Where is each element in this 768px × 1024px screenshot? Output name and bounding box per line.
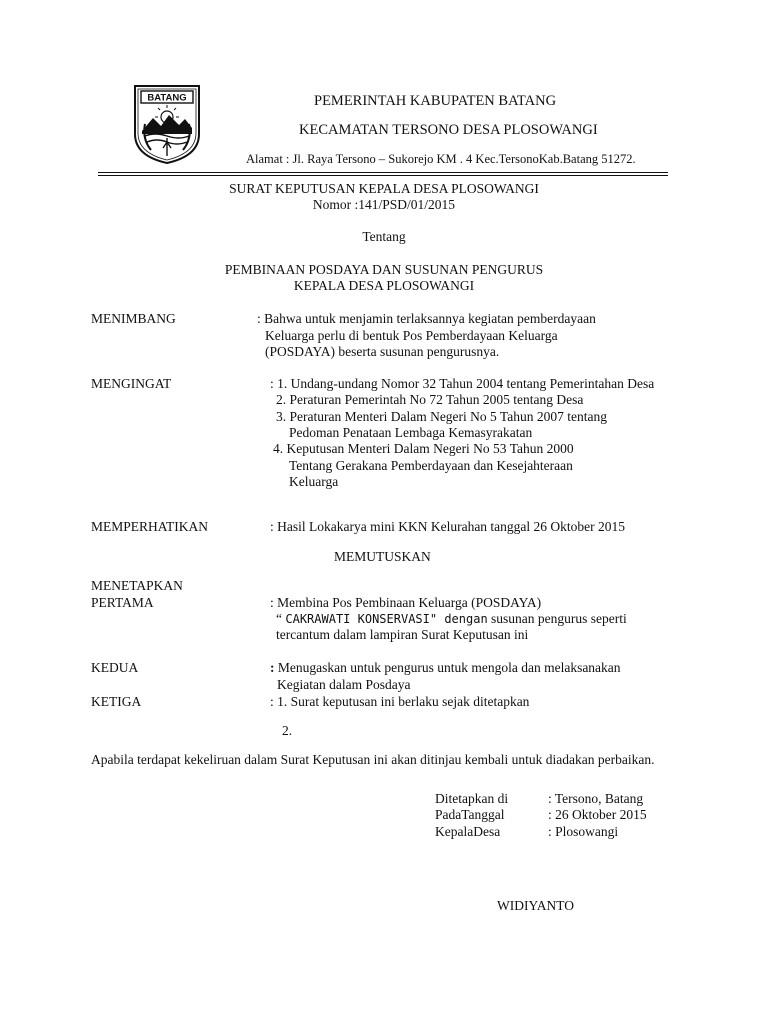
menimbang-line: (POSDAYA) beserta susunan pengurusnya. <box>265 344 500 359</box>
menetapkan-label: MENETAPKAN <box>91 578 183 593</box>
kedua-line: Kegiatan dalam Posdaya <box>277 677 411 692</box>
pertama-quote: “ <box>276 611 286 626</box>
mengingat-line: 4. Keputusan Menteri Dalam Negeri No 53 Tahun 2000 <box>273 441 574 456</box>
decree-number: Nomor :141/PSD/01/2015 <box>312 197 456 212</box>
ketiga-line: : 1. Surat keputusan ini berlaku sejak ditetapkan <box>270 694 530 709</box>
signature-value: : 26 Oktober 2015 <box>548 807 647 822</box>
signature-value: : Plosowangi <box>548 824 619 839</box>
signature-label: Ditetapkan di <box>435 791 509 806</box>
pertama-line: tercantum dalam lampiran Surat Keputusan ini <box>276 627 529 642</box>
pertama-label: PERTAMA <box>91 595 154 610</box>
closing-statement: Apabila terdapat kekeliruan dalam Surat Keputusan ini akan ditinjau kembali untuk diadakan perbaikan. <box>91 752 655 767</box>
mengingat-label: MENGINGAT <box>91 376 172 391</box>
pertama-line: : Membina Pos Pembinaan Keluarga (POSDAYA) <box>270 595 542 610</box>
letterhead-address: Alamat : Jl. Raya Tersono – Sukorejo KM . 4 Kec.TersonoKab.Batang 51272. <box>246 152 636 166</box>
ketiga-line: 2. <box>282 723 293 738</box>
letterhead-government: PEMERINTAH KABUPATEN BATANG <box>314 93 557 109</box>
menimbang-label: MENIMBANG <box>91 311 176 326</box>
decree-subject-line1: PEMBINAAN POSDAYA DAN SUSUNAN PENGURUS <box>224 262 544 277</box>
mengingat-line: 2. Peraturan Pemerintah No 72 Tahun 2005 tentang Desa <box>276 392 584 407</box>
pertama-posdaya-name: CAKRAWATI KONSERVASI" dengan <box>285 612 488 626</box>
mengingat-line: 3. Peraturan Menteri Dalam Negeri No 5 Tahun 2007 tentang <box>276 409 607 424</box>
signature-value: : Tersono, Batang <box>548 791 644 806</box>
kedua-text: Menugaskan untuk pengurus untuk mengola dan melaksanakan <box>274 660 621 675</box>
memperhatikan-text: : Hasil Lokakarya mini KKN Kelurahan tanggal 26 Oktober 2015 <box>270 519 626 534</box>
signature-label: KepalaDesa <box>435 824 501 839</box>
pertama-line2 <box>276 611 627 627</box>
mengingat-line: Tentang Gerakana Pemberdayaan dan Kesejahteraan <box>289 458 573 473</box>
memutuskan-heading: MEMUTUSKAN <box>334 549 431 564</box>
signatory-name: WIDIYANTO <box>497 898 574 913</box>
signature-label: PadaTanggal <box>435 807 505 822</box>
menimbang-line: : Bahwa untuk menjamin terlaksannya kegiatan pemberdayaan <box>257 311 596 326</box>
kedua-line <box>270 660 621 676</box>
mengingat-line: Keluarga <box>289 474 339 489</box>
letterhead-rule-thin <box>98 175 668 176</box>
memperhatikan-label: MEMPERHATIKAN <box>91 519 209 534</box>
letterhead-district: KECAMATAN TERSONO DESA PLOSOWANGI <box>299 122 598 138</box>
pertama-line2-rest: susunan pengurus seperti <box>487 611 627 626</box>
kedua-colon: : <box>270 660 275 675</box>
letterhead-rule-thick <box>98 172 668 173</box>
decree-about: Tentang <box>362 229 406 244</box>
batang-regency-emblem <box>133 84 201 164</box>
decree-title: SURAT KEPUTUSAN KEPALA DESA PLOSOWANGI <box>229 181 539 196</box>
logo-text: BATANG <box>147 92 187 104</box>
kedua-label: KEDUA <box>91 660 139 675</box>
mengingat-line: : 1. Undang-undang Nomor 32 Tahun 2004 tentang Pemerintahan Desa <box>270 376 655 391</box>
ketiga-label: KETIGA <box>91 694 142 709</box>
menimbang-line: Keluarga perlu di bentuk Pos Pemberdayaan Keluarga <box>265 328 558 343</box>
decree-subject-line2: KEPALA DESA PLOSOWANGI <box>293 278 475 293</box>
mengingat-line: Pedoman Penataan Lembaga Kemasyrakatan <box>289 425 533 440</box>
